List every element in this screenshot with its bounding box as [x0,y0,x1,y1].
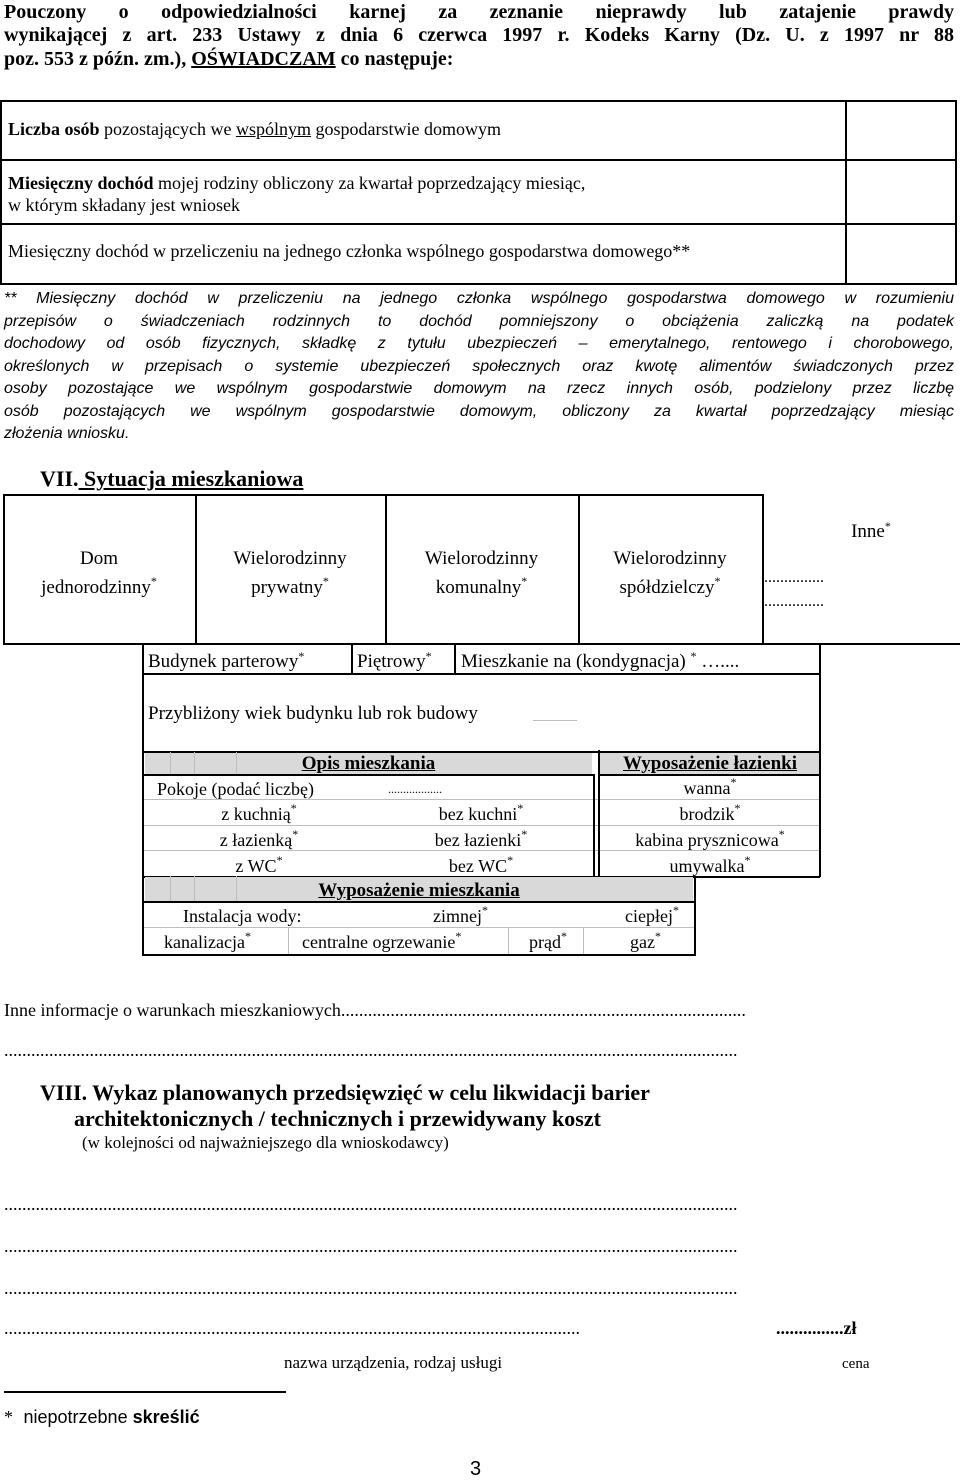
gas[interactable] [630,931,661,953]
footnote [4,288,954,446]
intro-line-1: Pouczony o odpowiedzialności karnej za zeznanie nieprawdy lub zatajenie prawdy [4,1,954,23]
asterisk: * [734,801,741,815]
cold-water[interactable] [433,905,488,927]
income-row-household-size [8,118,501,140]
electricity-label: prąd [529,932,561,952]
building-apartment-floor-dots: ….... [701,651,740,672]
housing-type-line: Dom [80,548,118,569]
section-7-title: Sytuacja mieszkaniowa [78,466,304,491]
monthly-income-text-b: w którym składany jest wniosek [8,195,240,215]
housing-type-cooperative[interactable] [580,544,760,602]
footnote-line: ** Miesięczny dochód w przeliczeniu na jednego członka wspólnego gospodarstwa domowego w rozumieniu [4,290,954,307]
section-8-title-2: architektonicznych / technicznych i przewidywany koszt [74,1106,601,1131]
hot-water-label: ciepłej [625,906,673,926]
without-wc-label: bez WC [448,856,508,876]
building-apartment-floor[interactable] [461,651,739,673]
cold-water-label: zimnej [433,906,482,926]
building-apartment-floor-label: Mieszkanie na (kondygnacja) [461,651,686,672]
intro-line-3-a: poz. 553 z późn. zm.), [4,48,192,70]
strike-out-note-b: skreślić [132,1407,200,1427]
bathroom-shower-tray[interactable] [600,803,820,825]
without-kitchen-label: bez kuchni [438,804,518,824]
housing-type-private[interactable] [197,544,383,602]
bathroom-shower-tray-label: brodzik [679,804,735,824]
barrier-price-field[interactable]: ...............zł [776,1318,857,1338]
asterisk: * [884,519,891,533]
section-7-heading [40,466,303,492]
housing-type-detached[interactable] [5,544,193,602]
apartment-equipment-header: Wyposażenie mieszkania [318,880,520,901]
bathroom-bathtub[interactable] [600,777,820,799]
asterisk: * [4,1407,13,1427]
footnote-line: określonych w przepisach o systemie ubezpieczeń społecznych oraz kwotę alimentów świadczonych przez [4,357,954,375]
with-kitchen[interactable] [145,803,373,825]
electricity[interactable] [529,931,567,953]
barrier-line[interactable]: ................................................................................................................................................................... [4,1236,738,1256]
asterisk: * [425,649,432,663]
device-service-label: nazwa urządzenia, rodzaj usługi [284,1353,503,1372]
asterisk: * [714,574,721,588]
asterisk: * [455,929,462,943]
housing-type-line: komunalny [435,577,522,598]
barrier-line[interactable]: ................................................................................................................................................................... [4,1194,738,1214]
asterisk: * [521,827,528,841]
bathroom-equipment-header: Wyposażenie łazienki [623,753,797,774]
household-size-underlined: wspólnym [235,119,311,139]
asterisk: * [730,775,737,789]
barrier-line[interactable]: ................................................................................................................................................................... [4,1278,738,1298]
housing-type-line: jednorodzinny [41,577,151,598]
bathroom-shower-cabin[interactable] [600,829,820,851]
bathroom-washbasin-label: umywalka [669,856,745,876]
bathroom-shower-cabin-label: kabina prysznicowa [635,830,779,850]
building-ground-floor-label: Budynek parterowy [148,651,299,672]
hot-water[interactable] [625,905,679,927]
footnote-line: złożenia wniosku. [4,425,130,442]
without-wc[interactable] [370,855,592,877]
housing-other-dots-2[interactable]: ............... [764,593,824,610]
asterisk: * [298,649,305,663]
section-8-subtitle: (w kolejności od najważniejszego dla wnioskodawcy) [82,1133,449,1152]
footnote-line: osoby pozostające we wspólnym gospodarstwie domowym na rzecz innych osób, podzielony przez liczbę [4,380,954,397]
asterisk: * [322,574,329,588]
building-multi-storey[interactable] [357,651,432,673]
building-ground-floor[interactable] [148,651,304,673]
section-8-heading [40,1080,650,1106]
asterisk: * [672,903,679,917]
household-size-text-a: pozostających we [99,119,236,139]
asterisk: * [744,853,751,867]
price-label: cena [842,1356,870,1372]
bathroom-bathtub-label: wanna [683,778,731,798]
intro-line-2: wynikającej z art. 233 Ustawy z dnia 6 czerwca 1997 r. Kodeks Karny (Dz. U. z 1997 nr 88 [4,24,954,46]
with-bathroom[interactable] [145,829,373,851]
asterisk: * [244,929,251,943]
housing-type-line: Wielorodzinny [613,548,727,569]
central-heating[interactable] [302,931,461,953]
building-multi-storey-label: Piętrowy [357,651,426,672]
with-wc-label: z WC [235,856,277,876]
water-installation-label: Instalacja wody: [183,906,302,926]
footnote-divider [4,1391,286,1393]
oswiadczam-heading: OŚWIADCZAM [191,48,336,70]
gas-label: gaz [630,932,655,952]
housing-type-municipal[interactable] [387,544,576,602]
barrier-line[interactable]: ................................................................................................................................ [4,1318,580,1338]
income-row-monthly [8,172,585,216]
strike-out-note-a: niepotrzebne [23,1407,133,1427]
housing-type-line: prywatny [251,577,323,598]
asterisk: * [690,649,697,663]
sewage[interactable] [164,931,251,953]
asterisk: * [481,903,488,917]
building-age[interactable]: Przybliżony wiek budynku lub rok budowy [148,703,478,724]
monthly-income-bold: Miesięczny dochód [8,173,154,193]
without-bathroom[interactable] [370,829,592,851]
rooms-count-field[interactable]: .................. [388,782,442,796]
asterisk: * [521,574,528,588]
intro-line-3-c: co następuje: [335,48,454,70]
housing-type-line: Wielorodzinny [424,548,539,569]
asterisk: * [290,801,297,815]
section-7-number: VII. [40,466,79,491]
apartment-description-header: Opis mieszkania [301,753,436,774]
footnote-line: dochodowy od osób fizycznych, składkę z tytułu ubezpieczeń – emerytalnego, rentowego i chorobowego, [4,335,954,352]
page-number: 3 [470,1458,482,1480]
with-kitchen-label: z kuchnią [221,804,291,824]
income-row-per-member: Miesięczny dochód w przeliczeniu na jednego członka wspólnego gospodarstwa domowego** [8,241,691,261]
footnote-line: osób pozostających we wspólnym gospodarstwie domowym, obliczony za kwartał poprzedzający miesiąc [4,402,954,420]
asterisk: * [560,929,567,943]
other-housing-info-dots[interactable]: ................................................................................................................................................................... [4,1040,738,1060]
asterisk: * [150,574,157,588]
sewage-label: kanalizacja [164,932,245,952]
without-bathroom-label: bez łazienki [434,830,522,850]
central-heating-label: centralne ogrzewanie [302,932,456,952]
other-housing-info[interactable]: Inne informacje o warunkach mieszkaniowych.......................................................................................... [4,1000,746,1020]
housing-type-line: Wielorodzinny [233,548,347,569]
asterisk: * [276,853,283,867]
rooms-count-label: Pokoje (podać liczbę) [157,779,314,799]
asterisk: * [517,801,524,815]
housing-other-label: Inne [851,521,885,542]
with-bathroom-label: z łazienką [219,830,293,850]
asterisk: * [292,827,299,841]
with-wc[interactable] [145,855,373,877]
asterisk: * [507,853,514,867]
intro-line-3 [4,47,453,71]
without-kitchen[interactable] [370,803,592,825]
asterisk: * [778,827,785,841]
strike-out-note [4,1405,200,1429]
monthly-income-text-a: mojej rodziny obliczony za kwartał poprzedzający miesiąc, [153,173,586,193]
section-8-title-1: Wykaz planowanych przedsięwzięć w celu likwidacji barier [87,1080,650,1105]
household-size-text-b: gospodarstwie domowym [310,119,501,139]
housing-type-line: spółdzielczy [619,577,715,598]
footnote-line: przepisów o świadczeniach rodzinnych to dochód pomniejszony o obciążenia zaliczką na podatek [4,312,954,330]
housing-type-other[interactable] [764,520,958,614]
bathroom-washbasin[interactable] [600,855,820,877]
asterisk: * [654,929,661,943]
section-8-number: VIII. [40,1080,88,1105]
housing-other-dots-1[interactable]: ............... [764,569,824,586]
household-size-bold: Liczba osób [8,119,100,139]
